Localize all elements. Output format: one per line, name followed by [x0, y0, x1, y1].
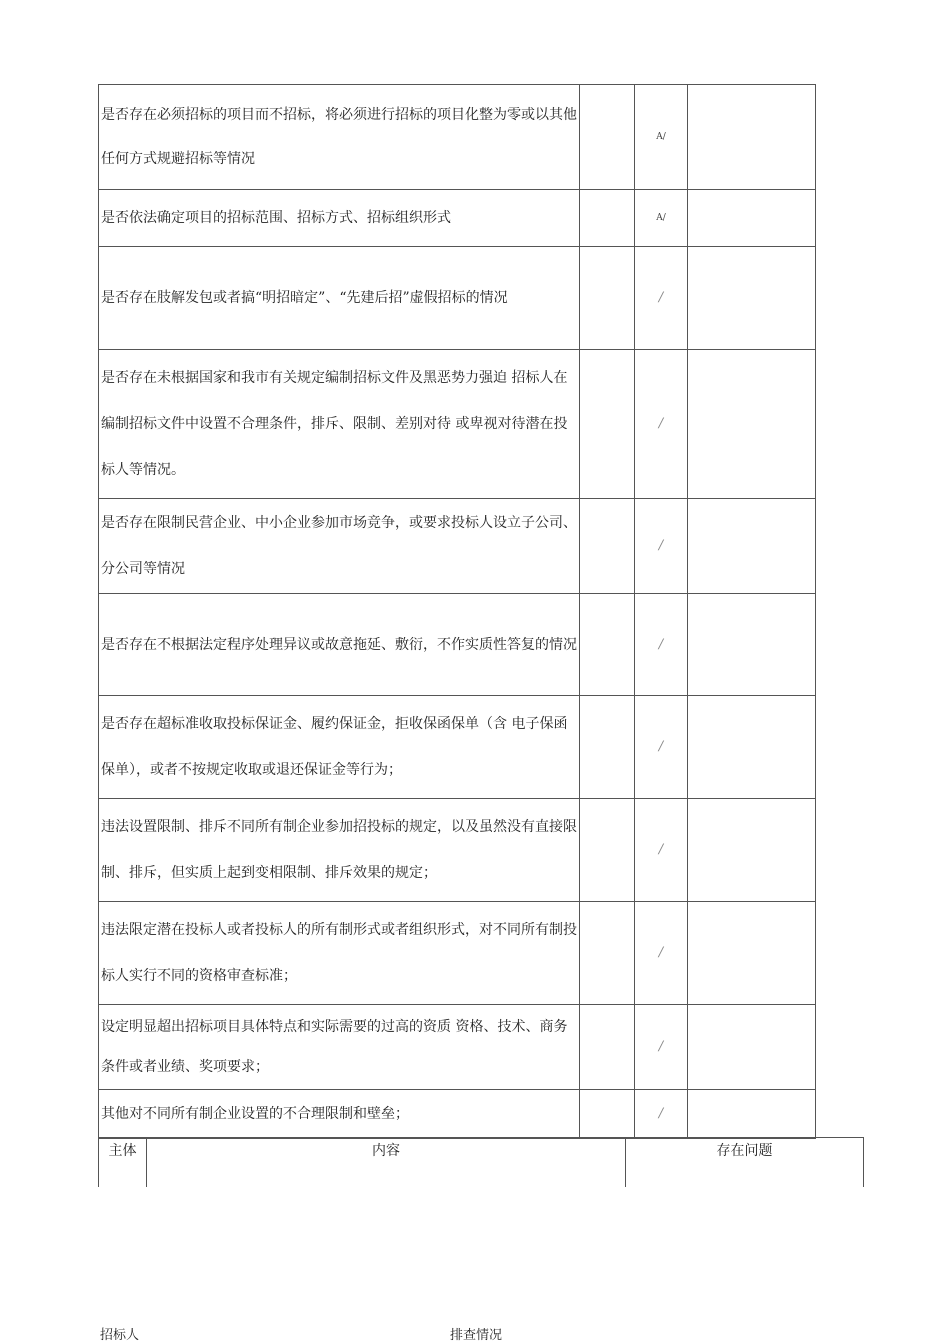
- issue-cell: [688, 190, 816, 247]
- header-table: [98, 1137, 864, 1187]
- blank-cell: [580, 696, 635, 799]
- issue-cell: [688, 1005, 816, 1090]
- row-mark: A/: [635, 190, 688, 247]
- row-content: 是否存在超标准收取投标保证金、履约保证金，拒收保函保单（含 电子保函保单），或者不按规定收取或退还保证金等行为；: [99, 696, 580, 799]
- issue-cell: [688, 85, 816, 190]
- row-content: 是否存在限制民营企业、中小企业参加市场竞争，或要求投标人设立子公司、分公司等情况: [99, 499, 580, 594]
- row-mark: /: [635, 1005, 688, 1090]
- row-content: 是否存在必须招标的项目而不招标，将必须进行招标的项目化整为零或以其他任何方式规避招标等情况: [99, 85, 580, 190]
- blank-cell: [580, 594, 635, 696]
- blank-cell: [580, 350, 635, 499]
- row-content: 是否存在未根据国家和我市有关规定编制招标文件及黑恶势力强迫 招标人在编制招标文件中设置不合理条件，排斥、限制、差别对待 或卑视对待潜在投标人等情况。: [99, 350, 580, 499]
- row-content: 设定明显超出招标项目具体特点和实际需要的过高的资质 资格、技术、商务条件或者业绩、奖项要求；: [99, 1005, 580, 1090]
- blank-cell: [580, 85, 635, 190]
- table-row: [99, 190, 816, 247]
- issues-header: 存在问题: [626, 1138, 864, 1188]
- table-row: [99, 85, 816, 190]
- checklist-table: [98, 84, 816, 1139]
- blank-cell: [580, 190, 635, 247]
- issue-cell: [688, 696, 816, 799]
- row-mark: /: [635, 499, 688, 594]
- table-row: [99, 696, 816, 799]
- table-row: [99, 902, 816, 1005]
- content-header: 内容: [147, 1138, 626, 1188]
- blank-cell: [580, 799, 635, 902]
- row-content: 其他对不同所有制企业设置的不合理限制和壁垒；: [99, 1090, 580, 1139]
- blank-cell: [580, 247, 635, 350]
- issue-cell: [688, 594, 816, 696]
- row-content: 违法设置限制、排斥不同所有制企业参加招投标的规定，以及虽然没有直接限制、排斥，但实质上起到变相限制、排斥效果的规定；: [99, 799, 580, 902]
- table-row: [99, 799, 816, 902]
- row-mark: /: [635, 1090, 688, 1139]
- row-content: 是否依法确定项目的招标范围、招标方式、招标组织形式: [99, 190, 580, 247]
- table-row: [99, 247, 816, 350]
- table-row: [99, 594, 816, 696]
- row-content: 是否存在肢解发包或者搞“明招暗定”、“先建后招”虚假招标的情况: [99, 247, 580, 350]
- row-mark: /: [635, 247, 688, 350]
- issue-cell: [688, 499, 816, 594]
- row-mark: /: [635, 799, 688, 902]
- issue-cell: [688, 1090, 816, 1139]
- issue-cell: [688, 247, 816, 350]
- blank-cell: [580, 499, 635, 594]
- table-row: [99, 350, 816, 499]
- blank-cell: [580, 1090, 635, 1139]
- blank-cell: [580, 1005, 635, 1090]
- table-row: [99, 1090, 816, 1139]
- table-row: [99, 1005, 816, 1090]
- row-mark: A/: [635, 85, 688, 190]
- row-mark: /: [635, 594, 688, 696]
- row-mark: /: [635, 696, 688, 799]
- issue-cell: [688, 799, 816, 902]
- footer-center-label: 排查情况: [450, 1328, 503, 1343]
- row-content: 是否存在不根据法定程序处理异议或故意拖延、敷衍，不作实质性答复的情况: [99, 594, 580, 696]
- row-content: 违法限定潜在投标人或者投标人的所有制形式或者组织形式，对不同所有制投标人实行不同的资格审查标准；: [99, 902, 580, 1005]
- issue-cell: [688, 902, 816, 1005]
- table-row: [99, 499, 816, 594]
- footer-left-label: 招标人: [100, 1328, 140, 1343]
- blank-cell: [580, 902, 635, 1005]
- subject-header: 主体: [99, 1138, 147, 1188]
- row-mark: /: [635, 350, 688, 499]
- issue-cell: [688, 350, 816, 499]
- row-mark: /: [635, 902, 688, 1005]
